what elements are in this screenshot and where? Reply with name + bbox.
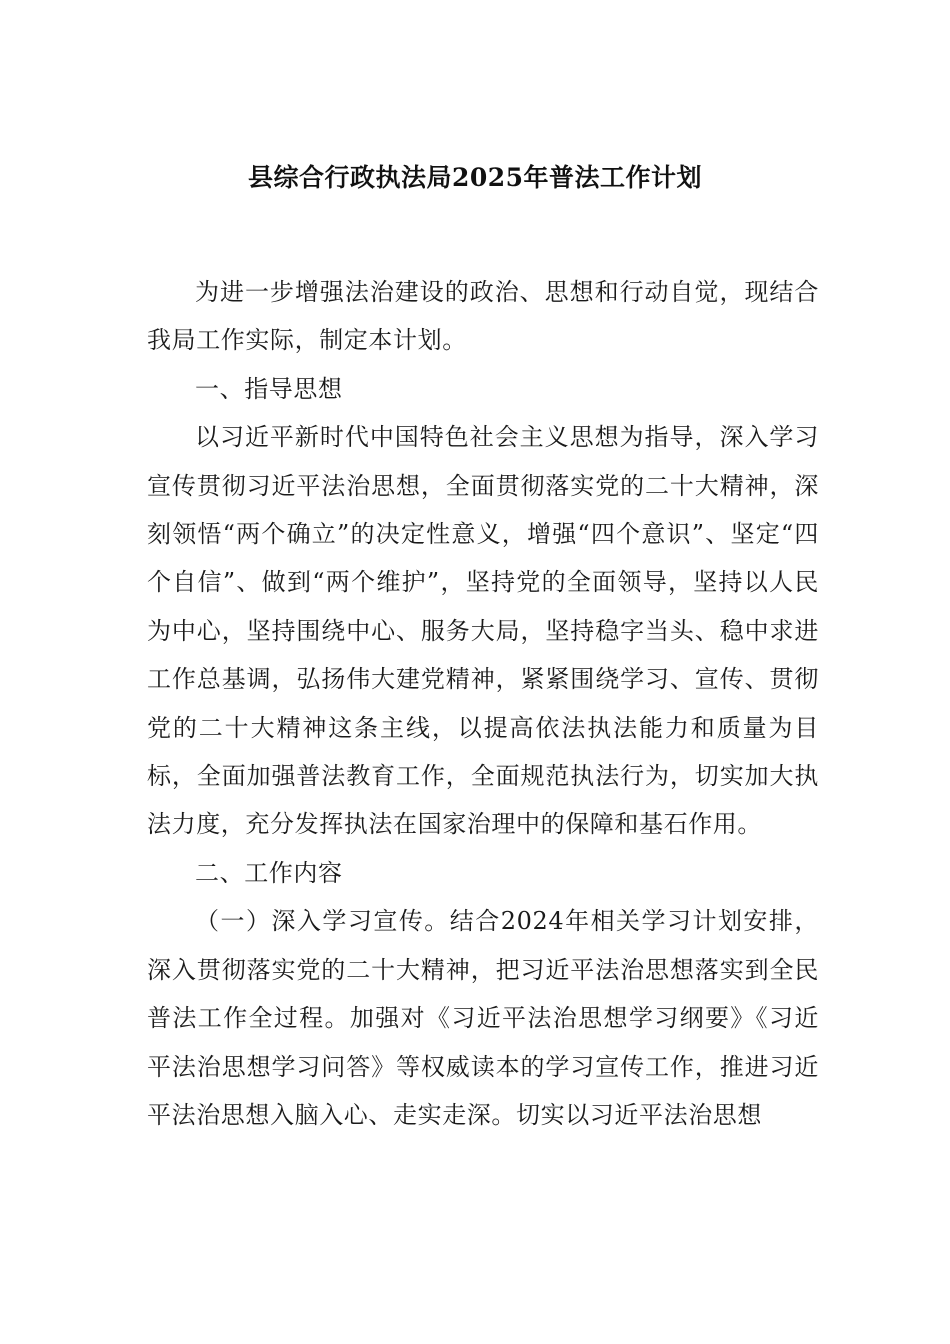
work-content-paragraph: （一）深入学习宣传。结合2024年相关学习计划安排，深入贯彻落实党的二十大精神，把习近平法治思想落实到全民普法工作全过程。加强对《习近平法治思想学习纲要》《习近平法治思想学习问答》等权威读本的学习宣传工作，推进习近平法治思想入脑入心、走实走深。切实以习近平法治思想 [147, 907, 819, 1129]
guiding-ideology-paragraph: 以习近平新时代中国特色社会主义思想为指导，深入学习宣传贯彻习近平法治思想，全面贯彻落实党的二十大精神，深刻领悟“两个确立”的决定性意义，增强“四个意识”、坚定“四个自信”、做到“两个维护”，坚持党的全面领导，坚持以人民为中心，坚持围绕中心、服务大局，坚持稳字当头、稳中求进工作总基调，弘扬伟大建党精神，紧紧围绕学习、宣传、贯彻党的二十大精神这条主线，以提高依法执法能力和质量为目标，全面加强普法教育工作，全面规范执法行为，切实加大执法力度，充分发挥执法在国家治理中的保障和基石作用。 [147, 423, 819, 839]
intro-paragraph: 为进一步增强法治建设的政治、思想和行动自觉，现结合我局工作实际，制定本计划。 [147, 278, 819, 355]
document-title: 县综合行政执法局2025年普法工作计划 [247, 163, 703, 192]
section-heading-work-content: 二、工作内容 [195, 858, 343, 887]
section-heading-guiding-ideology: 一、指导思想 [195, 374, 343, 403]
document-body [147, 268, 819, 1139]
